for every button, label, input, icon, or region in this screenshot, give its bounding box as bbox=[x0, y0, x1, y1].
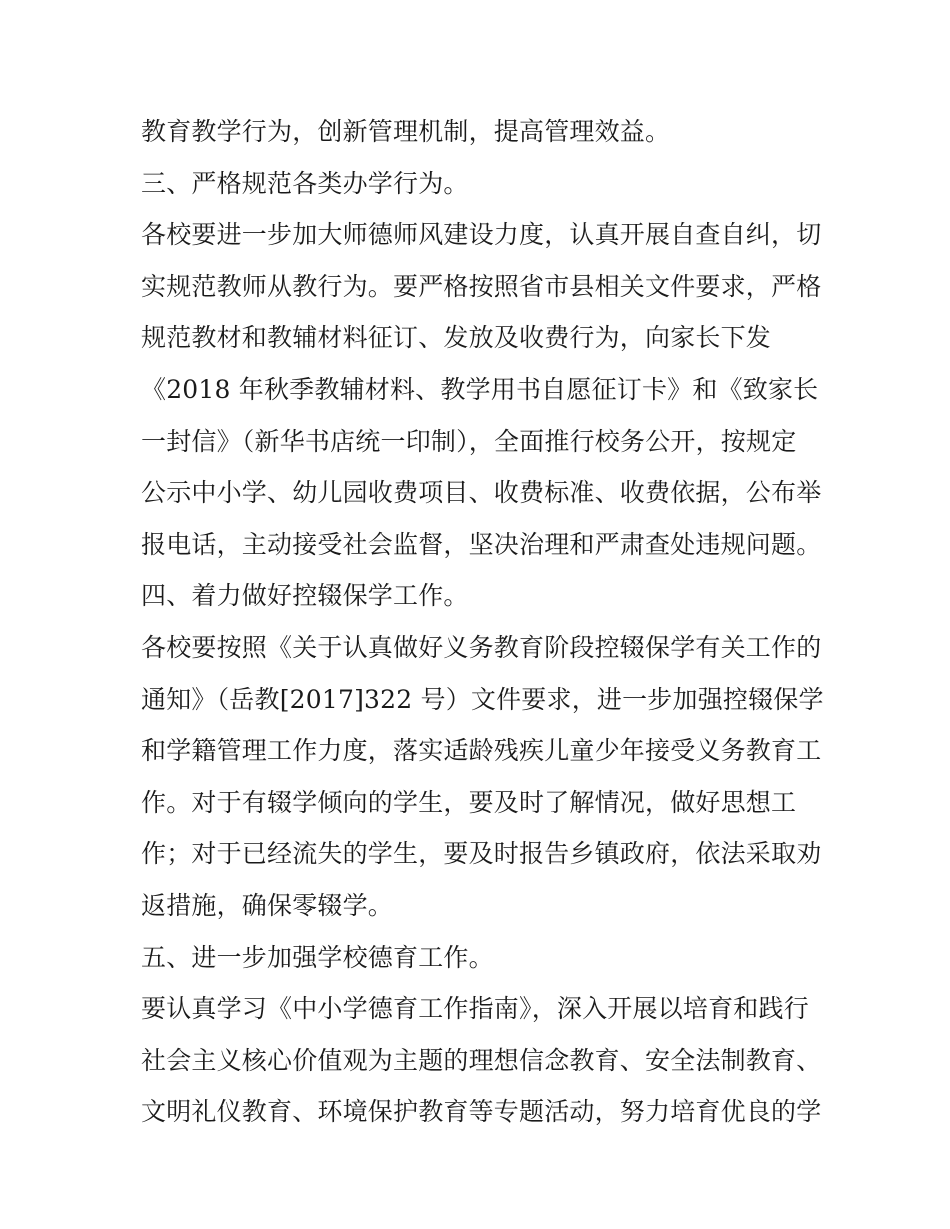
body-line: 返措施，确保零辍学。 bbox=[141, 890, 394, 920]
section-heading-5: 五、进一步加强学校德育工作。 bbox=[141, 942, 494, 972]
body-line: 通知》（岳教[2017]322 号）文件要求，进一步加强控辍保学 bbox=[141, 684, 824, 714]
body-line: 作。对于有辍学倾向的学生，要及时了解情况，做好思想工 bbox=[141, 787, 797, 817]
body-line: 《2018 年秋季教辅材料、教学用书自愿征订卡》和《致家长 bbox=[141, 374, 819, 404]
body-line: 社会主义核心价值观为主题的理想信念教育、安全法制教育、 bbox=[141, 1045, 822, 1075]
body-line: 公示中小学、幼儿园收费项目、收费标准、收费依据，公布举 bbox=[141, 478, 822, 508]
body-line: 作；对于已经流失的学生，要及时报告乡镇政府，依法采取劝 bbox=[141, 839, 822, 869]
body-line: 文明礼仪教育、环境保护教育等专题活动，努力培育优良的学 bbox=[141, 1097, 822, 1127]
document-body bbox=[141, 106, 824, 1138]
body-line: 各校要按照《关于认真做好义务教育阶段控辍保学有关工作的 bbox=[141, 632, 822, 662]
section-heading-3: 三、严格规范各类办学行为。 bbox=[141, 168, 469, 198]
body-line: 教育教学行为，创新管理机制，提高管理效益。 bbox=[141, 117, 671, 146]
body-line: 要认真学习《中小学德育工作指南》，深入开展以培育和践行 bbox=[141, 994, 809, 1024]
body-line: 一封信》（新华书店统一印制），全面推行校务公开，按规定 bbox=[141, 426, 797, 456]
section-heading-4: 四、着力做好控辍保学工作。 bbox=[141, 581, 469, 611]
body-line: 规范教材和教辅材料征订、发放及收费行为，向家长下发 bbox=[141, 323, 772, 353]
body-line: 和学籍管理工作力度，落实适龄残疾儿童少年接受义务教育工 bbox=[141, 736, 822, 766]
body-line: 各校要进一步加大师德师风建设力度，认真开展自查自纠，切 bbox=[141, 220, 822, 250]
body-line: 实规范教师从教行为。要严格按照省市县相关文件要求，严格 bbox=[141, 271, 822, 301]
body-line: 报电话，主动接受社会监督，坚决治理和严肃查处违规问题。 bbox=[141, 529, 822, 559]
